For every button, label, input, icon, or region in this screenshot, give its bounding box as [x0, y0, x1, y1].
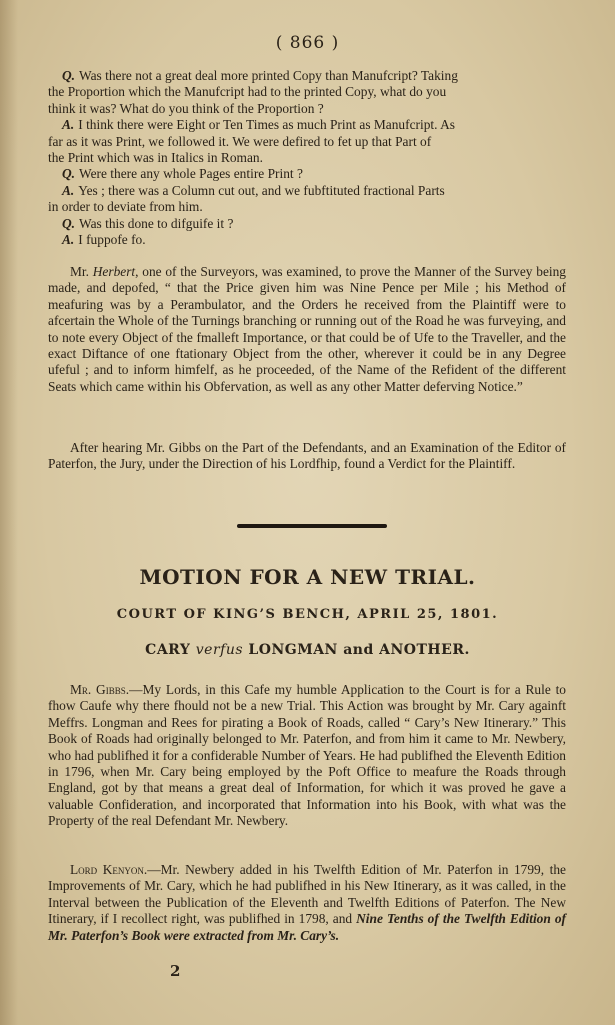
- qa-text: think it was? What do you think of the Proportion ?: [48, 100, 324, 116]
- qa-line: [48, 134, 566, 150]
- qa-marker: A.: [62, 232, 75, 248]
- qa-marker: A.: [62, 117, 75, 133]
- qa-marker: Q.: [62, 166, 76, 182]
- case-versus: verfus: [195, 642, 244, 658]
- qa-text: I think there were Eight or Ten Times as much Print as Manufcript. As: [78, 117, 455, 133]
- qa-line: [48, 232, 566, 248]
- qa-line: [48, 150, 566, 166]
- qa-marker: Q.: [62, 68, 76, 83]
- qa-marker: Q.: [62, 215, 76, 231]
- case-heading: [0, 642, 615, 658]
- herbert-testimony-paragraph: [48, 264, 566, 395]
- qa-text: the Proportion which the Manufcript had to the printed Copy, what do you: [48, 84, 447, 100]
- court-heading: COURT OF KING’S BENCH, APRIL 25, 1801.: [116, 607, 499, 622]
- qa-line: [48, 166, 566, 182]
- qa-line: [48, 101, 566, 117]
- page-number: ( 866 ): [275, 33, 340, 53]
- qa-line: [48, 199, 566, 215]
- qa-line: [48, 183, 566, 199]
- para3-speaker: Mr. Gibbs.: [70, 682, 130, 697]
- qa-line: [48, 117, 566, 133]
- qa-marker: A.: [62, 182, 75, 198]
- section-divider: [237, 524, 387, 528]
- para4-italic: Nine Tenths of the Twelfth Edition of Mr. Paterfon’s Book were extracted from Mr. Cary’s.: [48, 911, 566, 943]
- verdict-paragraph: After hearing Mr. Gibbs on the Part of the Defendants, and an Examination of the Editor of Paterfon, the Jury, under the Direction of his Lordfhip, found a Verdict for the Plaintiff.: [48, 440, 566, 472]
- qa-text: in order to deviate from him.: [48, 199, 203, 215]
- qa-text: the Print which was in Italics in Roman.: [48, 150, 263, 166]
- qa-text: Were there any whole Pages entire Print ?: [79, 166, 303, 182]
- para4-text: —Mr. Newbery added in his Twelfth Edition of Mr. Paterfon in 1799, the Improvements of Mr. Cary, which he had publifhed in his New Itinerary, as it was called, in the Interval between the Publication of the Eleventh and Twelfth Editions of Paterfon. The New Itinerary, if I recollect right, was publifhed in 1798, and: [48, 862, 566, 927]
- testimony-qa: [48, 68, 566, 248]
- qa-line: [48, 216, 566, 232]
- qa-text: far as it was Print, we followed it. We were defired to fet up that Part of: [48, 133, 432, 149]
- para1-text: , one of the Surveyors, was examined, to prove the Manner of the Survey being made, and depofed, “ that the Price given him was Nine Pence per Mile ; his Method of meafuring was by a Perambulator, and the Orders he received from the Plaintiff were to afcertain the Whole of the Turnings branching or running out of the Road he was furveying, and to note every Object of the fmalleft Importance, or that could be of Ufe to the Traveller, and the exact Diftance of one ftationary Object from the other, wherever it could be in any Degree ufeful ; and to inform himfelf, as he proceeded, of the Name of the Refident of the different Seats which came within his Obfervation, as well as any other Matter deferving Notice.”: [48, 264, 567, 394]
- qa-line: [48, 68, 566, 84]
- kenyon-paragraph: [48, 862, 566, 944]
- para1-name: Herbert: [92, 264, 136, 279]
- qa-text: I fuppofe fo.: [78, 232, 146, 248]
- case-defendant: LONGMAN and ANOTHER.: [248, 642, 470, 658]
- para1-lead: Mr.: [70, 264, 93, 279]
- qa-text: Was this done to difguife it ?: [79, 215, 234, 231]
- signature-mark: 2: [170, 962, 181, 980]
- qa-text: Was there not a great deal more printed Copy than Manufcript? Taking: [79, 68, 458, 83]
- section-title: MOTION FOR A NEW TRIAL.: [139, 565, 476, 589]
- page-edge-shadow: [0, 0, 18, 1025]
- gibbs-motion-paragraph: [48, 682, 566, 830]
- para3-text: —My Lords, in this Cafe my humble Application to the Court is for a Rule to fhow Caufe why there fhould not be a new Trial. This Action was brought by Mr. Cary againft Meffrs. Longman and Rees for pirating a Book of Roads, called “ Cary’s New Itinerary.” This Book of Roads had originally belonged to Mr. Paterfon, and from him it came to Mr. Newbery, who had publifhed it for a confiderable Number of Years. He had publifhed the Eleventh Edition in 1796, when Mr. Cary being employed by the Poft Office to meafure the Roads through England, got by that means a great deal of Information, for which it was proved he gave a valuable Confideration, and incorporated that Information into his Book, with what was the Property of the real Defendant Mr. Newbery.: [48, 682, 566, 829]
- case-plaintiff: CARY: [145, 642, 191, 658]
- para4-speaker: Lord Kenyon.: [70, 862, 148, 877]
- qa-line: [48, 84, 566, 100]
- qa-text: Yes ; there was a Column cut out, and we fubftituted fractional Parts: [78, 182, 445, 198]
